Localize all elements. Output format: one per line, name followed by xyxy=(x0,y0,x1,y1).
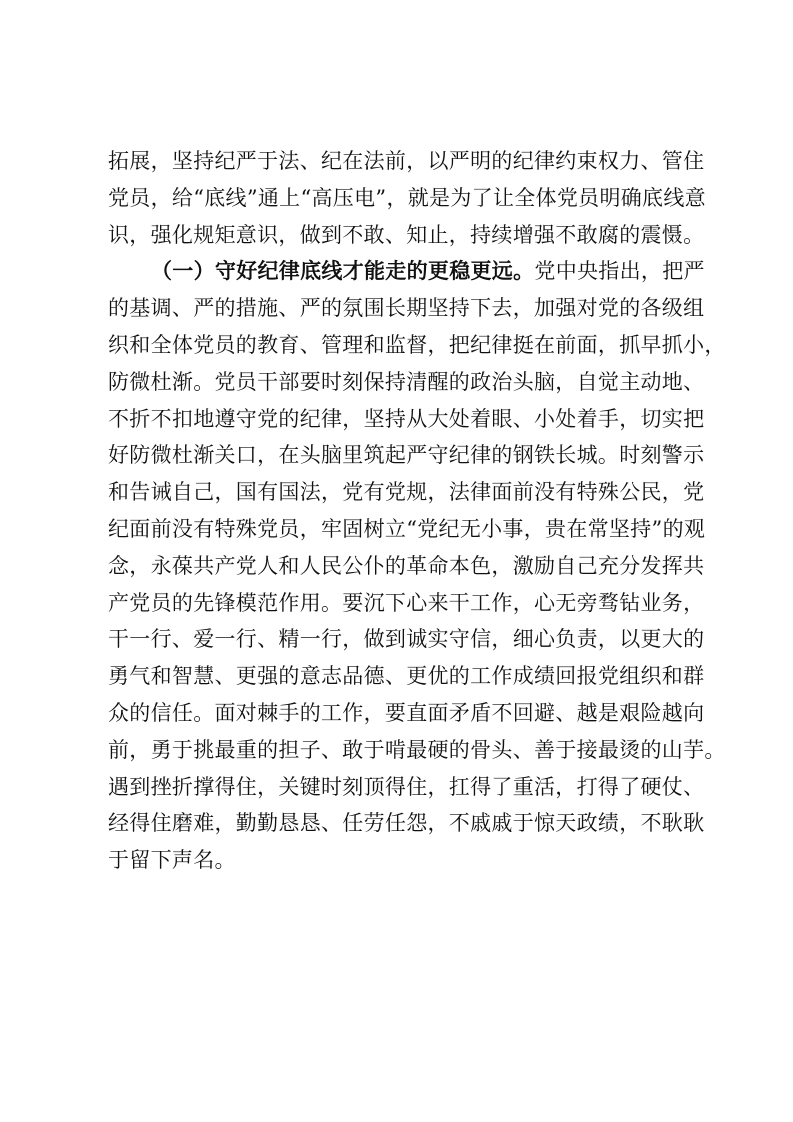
paragraph-section-one xyxy=(108,253,726,879)
text-line: 勇气和智慧、更强的意志品德、更优的工作成绩回报党组织和群 xyxy=(108,664,705,689)
text-line: 拓展，坚持纪严于法、纪在法前，以严明的纪律约束权力、管住 xyxy=(108,149,705,173)
text-line: 防微杜渐。党员干部要时刻保持清醒的政治头脑，自觉主动地、 xyxy=(108,369,705,394)
text-line: 产党员的先锋模范作用。要沉下心来干工作，心无旁骛钻业务， xyxy=(108,590,705,615)
text-line: 好防微杜渐关口，在头脑里筑起严守纪律的钢铁长城。时刻警示 xyxy=(108,443,705,468)
text-line: 前，勇于挑最重的担子、敢于啃最硬的骨头、善于接最烫的山芋。 xyxy=(108,737,726,762)
text-line: 识，强化规矩意识，做到不敢、知止，持续增强不敢腐的震慑。 xyxy=(108,222,705,247)
text-line: 不折不扣地遵守党的纪律，坚持从大处着眼、小处着手，切实把 xyxy=(108,406,705,431)
text-line: 干一行、爱一行、精一行，做到诚实守信，细心负责，以更大的 xyxy=(108,627,705,652)
text-line: 织和全体党员的教育、管理和监督，把纪律挺在前面，抓早抓小， xyxy=(108,332,726,357)
section-heading-line xyxy=(108,253,705,290)
text-line: 的基调、严的措施、严的氛围长期坚持下去，加强对党的各级组 xyxy=(108,296,705,321)
heading-line-text: 党中央指出，把严 xyxy=(534,259,705,284)
section-heading: （一）守好纪律底线才能走的更稳更远。 xyxy=(151,258,535,284)
text-line: 纪面前没有特殊党员，牢固树立“党纪无小事，贵在常坚持”的观 xyxy=(108,516,706,541)
text-line: 经得住磨难，勤勤恳恳、任劳任怨，不戚戚于惊天政绩，不耿耿 xyxy=(108,811,705,836)
text-line: 众的信任。面对棘手的工作，要直面矛盾不回避、越是艰险越向 xyxy=(108,700,705,725)
text-line: 和告诫自己，国有国法，党有党规，法律面前没有特殊公民，党 xyxy=(108,480,705,505)
text-line: 遇到挫折撑得住，关键时刻顶得住，扛得了重活，打得了硬仗、 xyxy=(108,774,705,799)
document-body xyxy=(108,143,726,879)
paragraph-intro xyxy=(108,143,706,253)
text-line: 党员，给“底线”通上“高压电”，就是为了让全体党员明确底线意 xyxy=(108,185,706,210)
text-line: 念，永葆共产党人和人民公仆的革命本色，激励自己充分发挥共 xyxy=(108,553,705,578)
text-line: 于留下声名。 xyxy=(108,848,236,873)
